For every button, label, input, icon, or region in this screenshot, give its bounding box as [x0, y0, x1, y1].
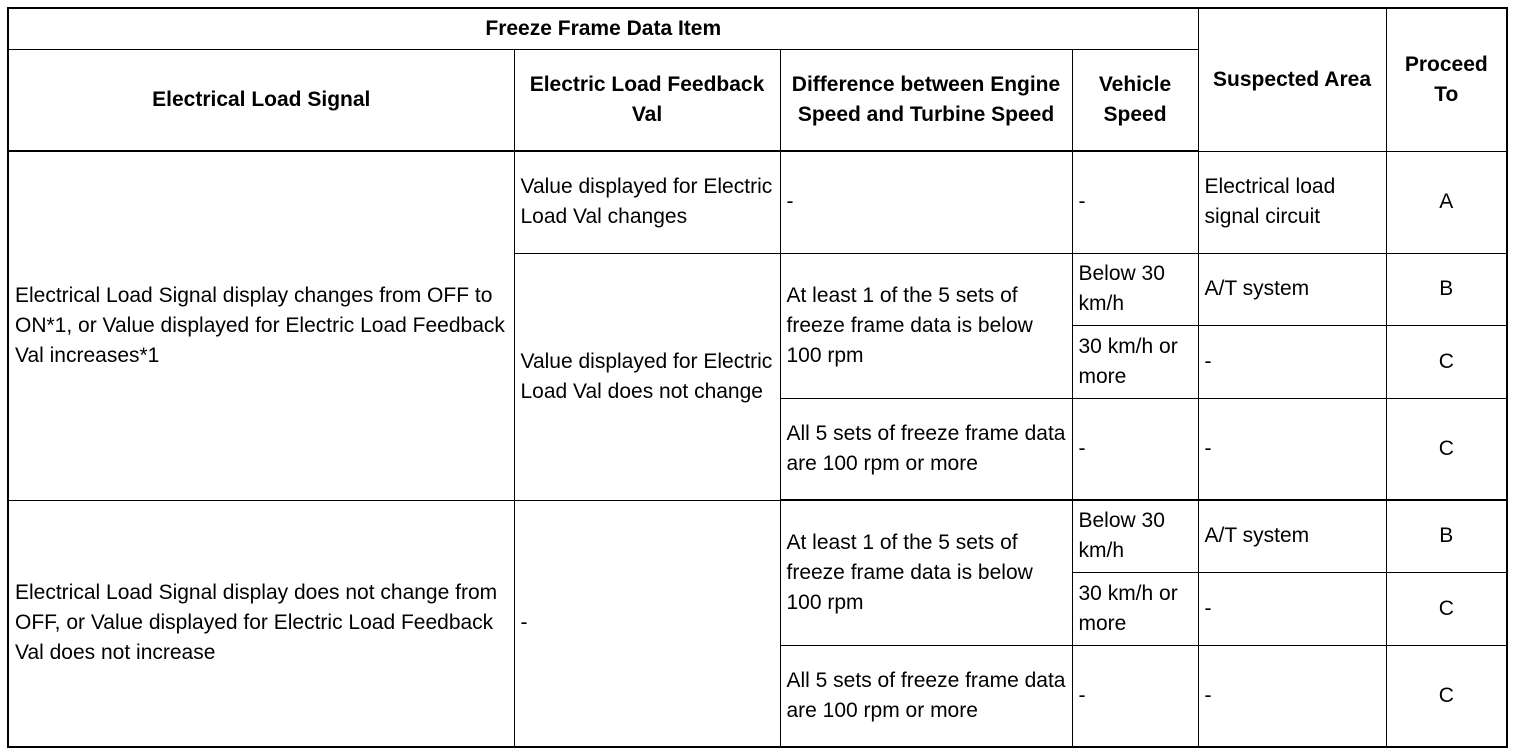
header-freeze-frame-data-item: Freeze Frame Data Item [8, 8, 1198, 49]
group1-row4-vehicle-speed-cell: - [1072, 398, 1198, 500]
header-electric-load-feedback: Electric Load Feedback Val [514, 49, 780, 151]
group1-signal-cell: Electrical Load Signal display changes from OFF to ON*1, or Value displayed for Electric Load Feedback Val increases*1 [8, 151, 514, 500]
group1-row4-proceed-cell: C [1386, 398, 1507, 500]
header-speed-difference: Difference between Engine Speed and Turbine Speed [780, 49, 1072, 151]
group1-row3-suspected-area-cell: - [1198, 325, 1386, 398]
table-row [8, 151, 1507, 253]
group2-row1-suspected-area-cell: A/T system [1198, 500, 1386, 572]
header-electrical-load-signal: Electrical Load Signal [8, 49, 514, 151]
group2-row2-vehicle-speed-cell: 30 km/h or more [1072, 572, 1198, 645]
group2-difference-below-cell: At least 1 of the 5 sets of freeze frame data is below 100 rpm [780, 500, 1072, 645]
group1-row4-suspected-area-cell: - [1198, 398, 1386, 500]
group2-feedback-cell: - [514, 500, 780, 747]
header-proceed-to: Proceed To [1386, 8, 1507, 151]
group1-row1-proceed-cell: A [1386, 151, 1507, 253]
header-vehicle-speed: Vehicle Speed [1072, 49, 1198, 151]
group1-row2-suspected-area-cell: A/T system [1198, 253, 1386, 325]
group2-row3-suspected-area-cell: - [1198, 645, 1386, 747]
header-suspected-area: Suspected Area [1198, 8, 1386, 151]
group1-difference-below-cell: At least 1 of the 5 sets of freeze frame data is below 100 rpm [780, 253, 1072, 398]
group1-feedback-changes-cell: Value displayed for Electric Load Val changes [514, 151, 780, 253]
group1-row1-suspected-area-cell: Electrical load signal circuit [1198, 151, 1386, 253]
group1-row2-proceed-cell: B [1386, 253, 1507, 325]
group1-row3-vehicle-speed-cell: 30 km/h or more [1072, 325, 1198, 398]
group2-signal-cell: Electrical Load Signal display does not change from OFF, or Value displayed for Electric Load Feedback Val does not increase [8, 500, 514, 747]
group1-row2-vehicle-speed-cell: Below 30 km/h [1072, 253, 1198, 325]
group2-row3-vehicle-speed-cell: - [1072, 645, 1198, 747]
table-wrapper [7, 7, 1508, 748]
group1-row1-difference-cell: - [780, 151, 1072, 253]
group1-feedback-no-change-cell: Value displayed for Electric Load Val does not change [514, 253, 780, 500]
group2-row1-vehicle-speed-cell: Below 30 km/h [1072, 500, 1198, 572]
table-row [8, 500, 1507, 572]
header-row-1 [8, 8, 1507, 49]
group2-row1-proceed-cell: B [1386, 500, 1507, 572]
group1-row3-proceed-cell: C [1386, 325, 1507, 398]
group1-row1-vehicle-speed-cell: - [1072, 151, 1198, 253]
group1-row4-difference-cell: All 5 sets of freeze frame data are 100 rpm or more [780, 398, 1072, 500]
group2-row2-proceed-cell: C [1386, 572, 1507, 645]
group2-row2-suspected-area-cell: - [1198, 572, 1386, 645]
group2-row3-difference-cell: All 5 sets of freeze frame data are 100 rpm or more [780, 645, 1072, 747]
freeze-frame-table [7, 7, 1508, 748]
group2-row3-proceed-cell: C [1386, 645, 1507, 747]
